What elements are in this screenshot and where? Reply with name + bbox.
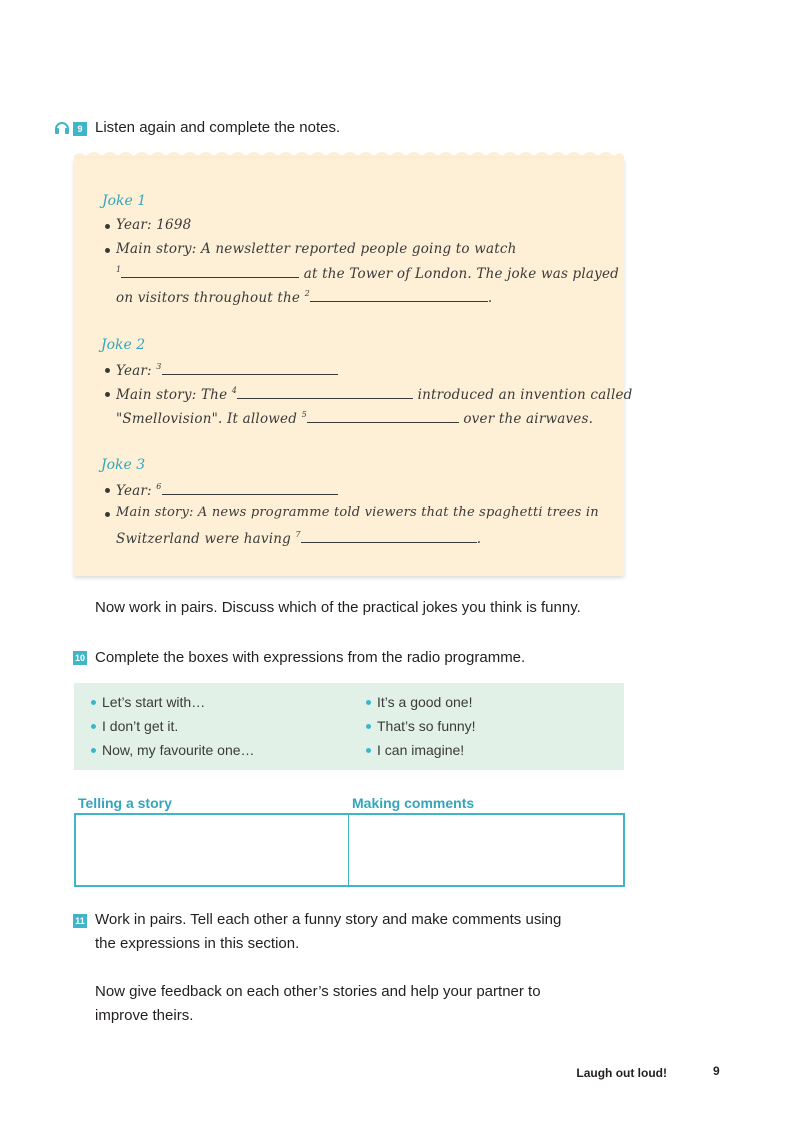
bullet: [366, 748, 371, 753]
bullet: [91, 724, 96, 729]
table-divider: [348, 815, 349, 885]
joke-3-title: Joke 3: [101, 457, 146, 473]
expression-text: I can imagine!: [377, 742, 465, 758]
answer-table[interactable]: [74, 813, 625, 887]
exercise-11-line-4: improve theirs.: [95, 1007, 194, 1024]
joke-2-year: [116, 361, 338, 379]
joke-2-story-line-1: [116, 385, 633, 403]
joke-1-title: Joke 1: [102, 193, 147, 209]
blank-number: 7: [295, 530, 301, 539]
exercise-11-line-3: Now give feedback on each other’s stories and help your partner to: [95, 983, 541, 1000]
joke-3-story-text-c: .: [476, 531, 482, 547]
exercise-9-instruction: Listen again and complete the notes.: [95, 119, 341, 136]
expression-text: I don’t get it.: [102, 718, 179, 734]
blank-number: 3: [156, 362, 162, 371]
expression-item: [91, 694, 205, 710]
joke-2-story-text-c: "Smellovision". It allowed: [116, 411, 298, 427]
year-label: Year:: [116, 483, 152, 499]
joke-1-story-text-d: .: [487, 290, 493, 306]
exercise-9-number: 9: [73, 122, 87, 136]
bullet: [366, 724, 371, 729]
bullet: [105, 512, 110, 517]
unit-title: Laugh out loud!: [576, 1066, 667, 1080]
expression-item: [366, 742, 464, 758]
bullet: [105, 368, 110, 373]
column-header-telling-a-story: Telling a story: [78, 795, 172, 811]
bullet: [91, 748, 96, 753]
column-header-making-comments: Making comments: [352, 795, 475, 811]
exercise-9-followup: Now work in pairs. Discuss which of the practical jokes you think is funny.: [95, 599, 581, 616]
blank-number: 5: [301, 410, 307, 419]
year-label: Year:: [116, 363, 152, 379]
joke-3-story-line-1: Main story: A news programme told viewers that the spaghetti trees in: [116, 505, 599, 520]
joke-2-story-line-2: [116, 409, 593, 427]
bullet: [91, 700, 96, 705]
answer-blank-3[interactable]: [162, 361, 338, 375]
expression-text: That’s so funny!: [377, 718, 476, 734]
expression-item: [366, 718, 476, 734]
headphones-icon: [54, 120, 70, 134]
answer-blank-6[interactable]: [162, 481, 338, 495]
joke-1-year: Year: 1698: [116, 217, 192, 233]
exercise-10-instruction: Complete the boxes with expressions from the radio programme.: [95, 649, 526, 666]
expression-text: Now, my favourite one…: [102, 742, 255, 758]
answer-blank-7[interactable]: [301, 529, 477, 543]
joke-3-year: [116, 481, 338, 499]
blank-number: 1: [116, 265, 122, 274]
blank-number: 4: [231, 386, 238, 395]
exercise-11-number: 11: [73, 914, 87, 928]
expression-item: [91, 718, 178, 734]
answer-blank-1[interactable]: [121, 264, 299, 278]
bullet: [105, 248, 110, 253]
joke-1-story-line-2: [116, 264, 619, 282]
bullet: [366, 700, 371, 705]
bullet: [105, 224, 110, 229]
joke-2-story-text-b: introduced an invention called: [417, 387, 633, 403]
joke-2-title: Joke 2: [101, 337, 146, 353]
bullet: [105, 392, 110, 397]
exercise-10-number: 10: [74, 653, 85, 663]
joke-2-story-text-d: over the airwaves.: [463, 411, 594, 427]
blank-number: 2: [304, 289, 310, 298]
joke-1-story-line-1: Main story: A newsletter reported people going to watch: [116, 241, 517, 257]
page-number: 9: [713, 1064, 720, 1078]
blank-number: 6: [156, 482, 162, 491]
expression-item: [366, 694, 472, 710]
answer-blank-2[interactable]: [310, 288, 488, 302]
expression-text: It’s a good one!: [377, 694, 473, 710]
joke-3-story-line-2: [116, 529, 481, 547]
expression-item: [91, 742, 255, 758]
joke-1-story-text-b: at the Tower of London. The joke was played: [303, 266, 620, 282]
answer-blank-5[interactable]: [307, 409, 459, 423]
expression-text: Let’s start with…: [102, 694, 206, 710]
bullet: [105, 488, 110, 493]
joke-1-story-line-3: [116, 288, 492, 306]
joke-1-story-text-c: on visitors throughout the: [116, 290, 301, 306]
answer-blank-4[interactable]: [237, 385, 413, 399]
exercise-11-line-2: the expressions in this section.: [95, 935, 300, 952]
joke-2-story-text-a: Main story: The: [116, 387, 228, 403]
joke-3-story-text-b: Switzerland were having: [116, 531, 291, 547]
exercise-11-line-1: Work in pairs. Tell each other a funny story and make comments using: [95, 911, 562, 928]
